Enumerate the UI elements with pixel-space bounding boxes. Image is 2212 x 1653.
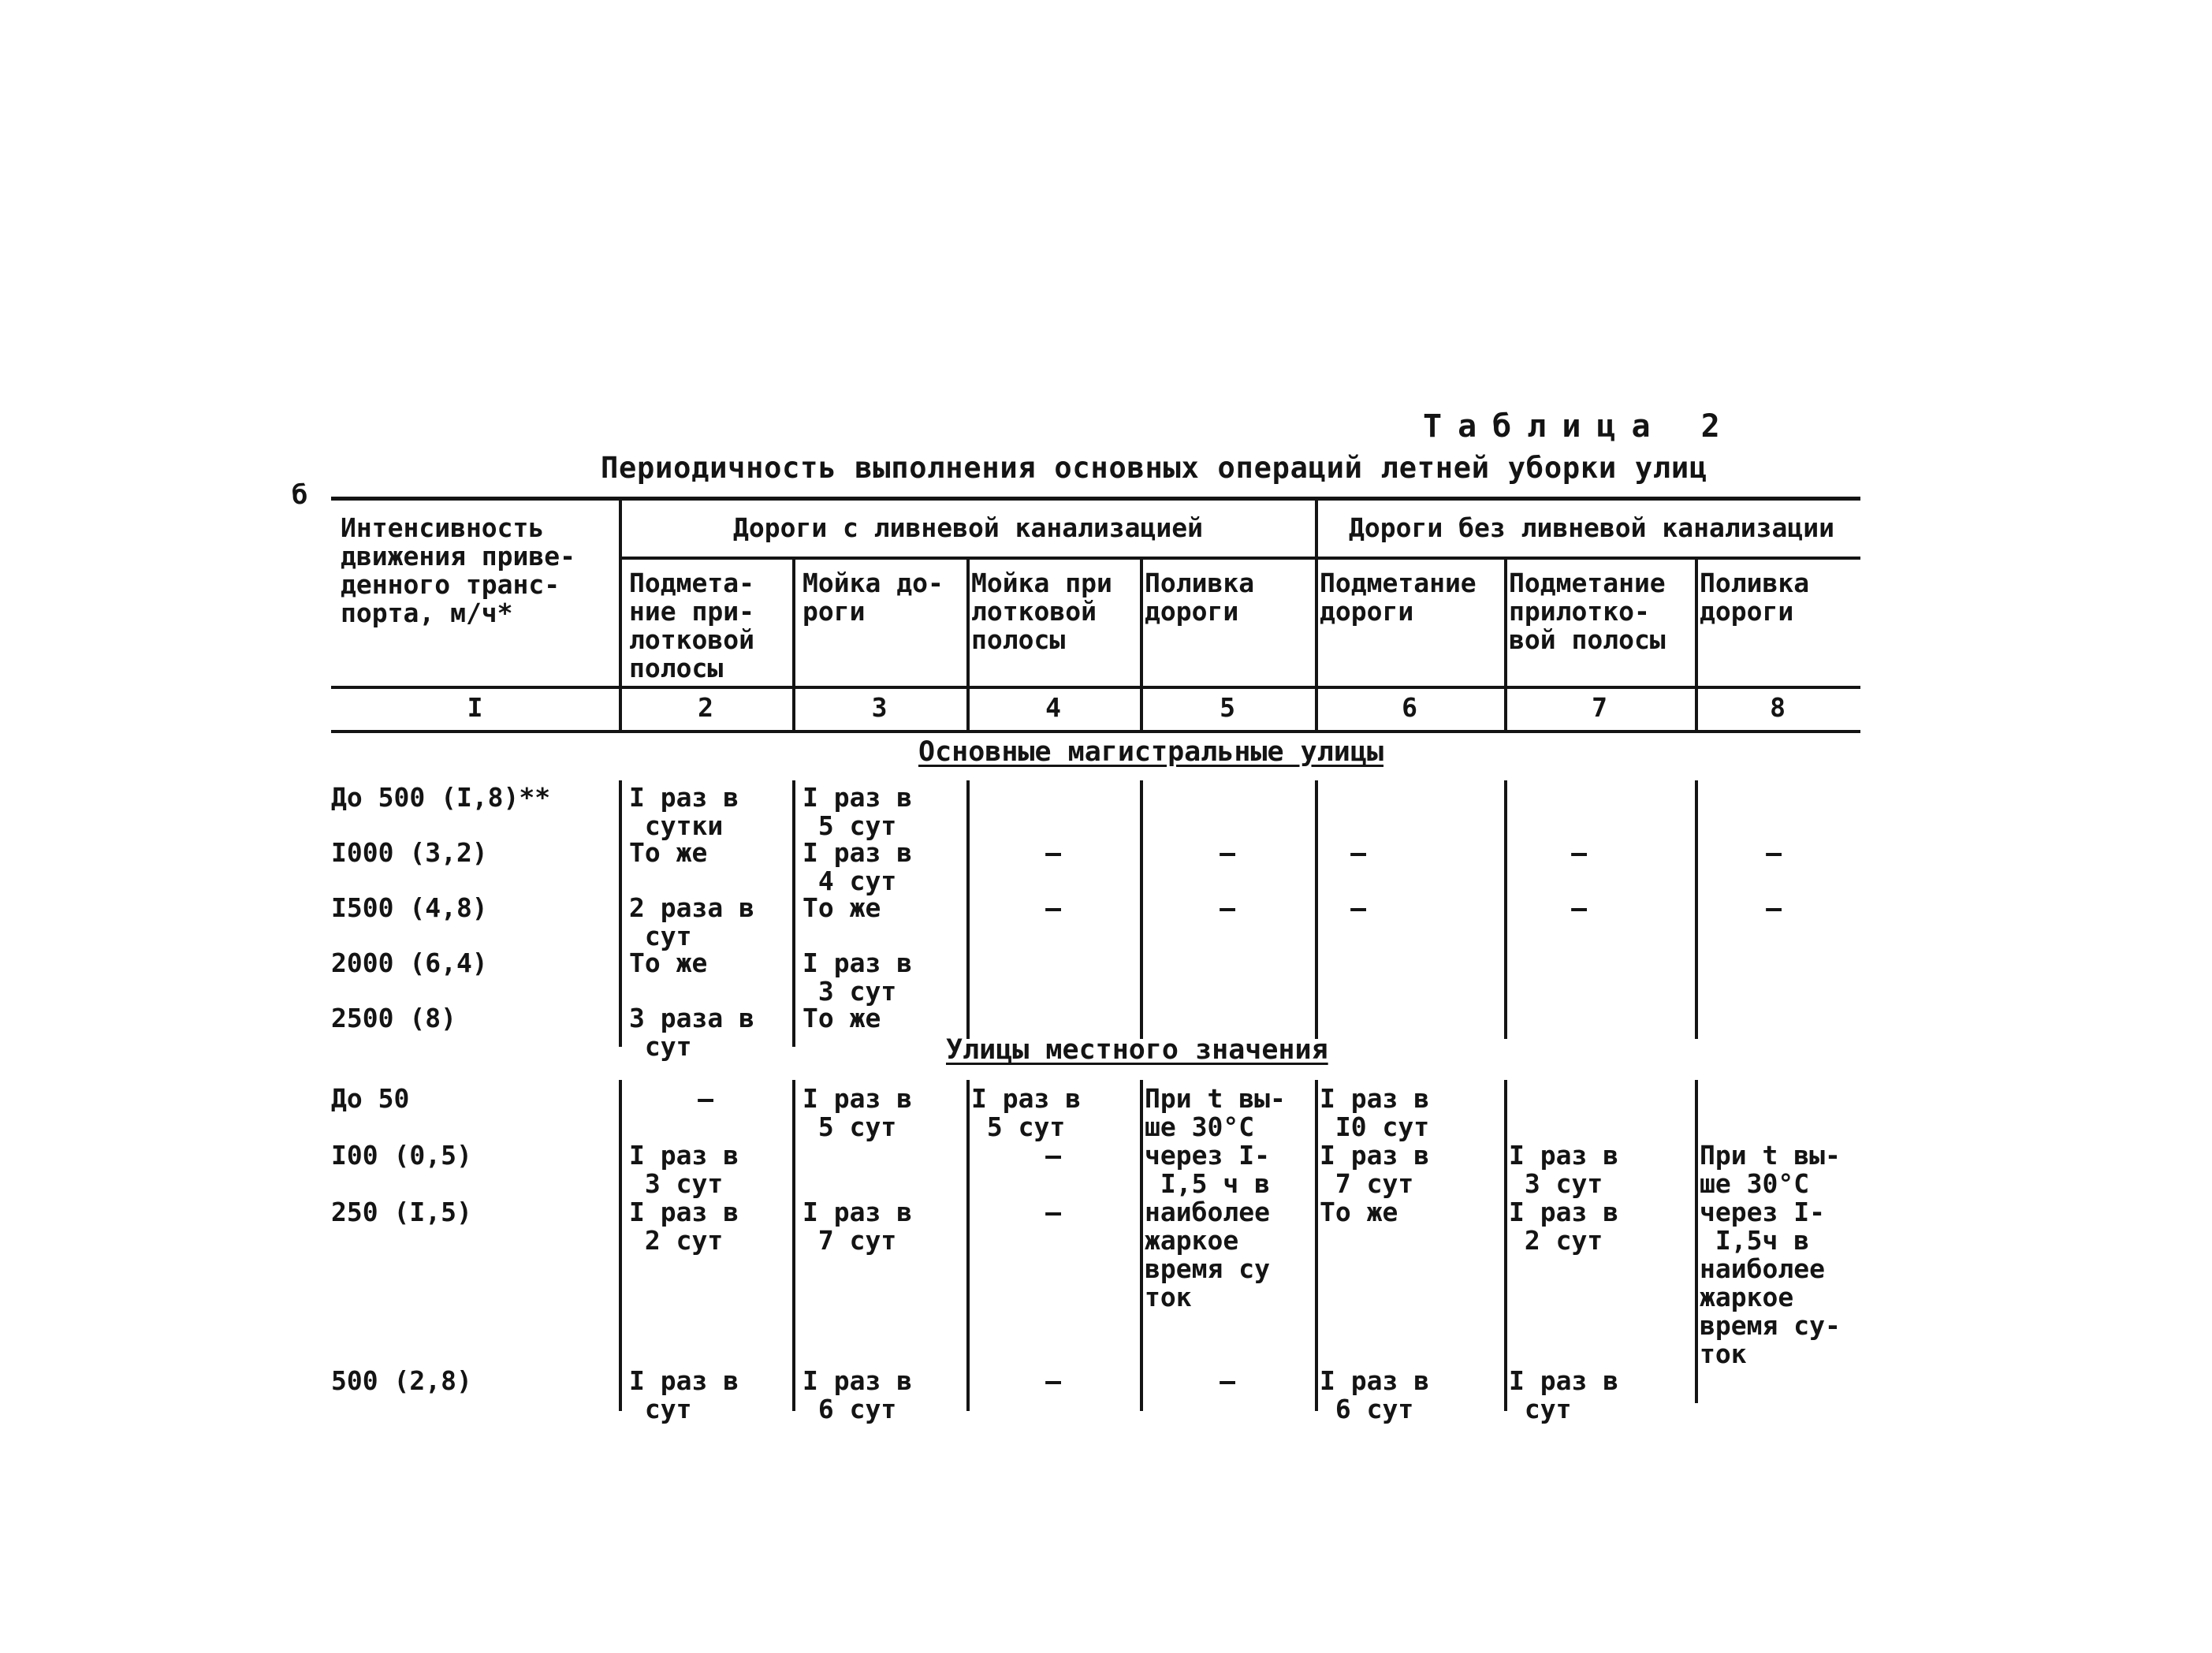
s2-vline-3 [966,1080,970,1411]
s2-vline-7 [1695,1080,1698,1403]
row-cell-col5: – [1220,837,1235,868]
row-cell-col5: – [1220,1365,1235,1396]
row-cell-col3: I раз в 4 сут [803,837,913,896]
col-number-7: 7 [1592,692,1607,723]
header-col-8: Поливка дороги [1700,568,1810,627]
header-col-2: Подмета- ние при- лотковой полосы [629,568,754,683]
row-cell-col6: То же [1320,1197,1398,1227]
row-cell-col7: – [1571,837,1587,868]
row-cell-col2: I раз в 3 сут [629,1140,739,1199]
header-col-7: Подметание прилотко- вой полосы [1509,568,1666,655]
row-cell-col5: наиболее жаркое время су ток [1145,1197,1270,1312]
row-cell-col7: I раз в 2 сут [1509,1197,1619,1256]
row-intensity: I00 (0,5) [331,1140,472,1171]
col-number-8: 8 [1770,692,1786,723]
row-cell-col7: I раз в сут [1509,1365,1619,1424]
row-intensity: I000 (3,2) [331,837,488,868]
row-cell-col6: – [1350,837,1366,868]
row-cell-col8: – [1766,837,1782,868]
s1-vline-2 [792,780,795,1047]
header-col-6: Подметание дороги [1320,568,1477,627]
row-cell-col6: – [1350,892,1366,923]
row-cell-col3: I раз в 5 сут [803,782,913,841]
row-intensity: I500 (4,8) [331,892,488,923]
row-cell-col5: через I- I,5 ч в [1145,1140,1270,1199]
row-cell-col2: То же [629,947,708,978]
row-cell-col4: – [1045,1365,1061,1396]
header-group-no-storm-sewer: Дороги без ливневой канализации [1349,512,1834,543]
row-cell-col6: I раз в 6 сут [1320,1365,1430,1424]
row-cell-col2: 3 раза в сут [629,1003,754,1062]
row-cell-col3: То же [803,1003,881,1033]
row-cell-col2: I раз в 2 сут [629,1197,739,1256]
section-title-local-streets: Улицы местного значения [946,1034,1328,1066]
row-cell-col5: – [1220,892,1235,923]
numbers-bottom-rule [331,730,1860,733]
row-cell-col2: I раз в сут [629,1365,739,1424]
row-cell-col4: – [1045,1197,1061,1227]
row-cell-col2: I раз в сутки [629,782,739,841]
row-intensity: 250 (I,5) [331,1197,472,1227]
table-top-rule [331,497,1860,501]
row-cell-col3: I раз в 3 сут [803,947,913,1007]
row-cell-col4: I раз в 5 сут [971,1083,1082,1142]
row-cell-col7: I раз в 3 сут [1509,1140,1619,1199]
header-col-5: Поливка дороги [1145,568,1255,627]
col-number-2: 2 [698,692,713,723]
row-cell-col2: – [698,1083,713,1114]
s1-vline-1 [619,780,622,1047]
row-intensity: До 50 [331,1083,410,1114]
s2-vline-4 [1140,1080,1143,1411]
header-intensity: Интенсивность движения приве- денного транс- порта, м/ч* [341,512,576,628]
row-cell-col2: 2 раза в сут [629,892,754,951]
table-title: Периодичность выполнения основных операций летней уборки улиц [601,451,1707,485]
page-number: б [292,479,308,511]
row-cell-col4: – [1045,837,1061,868]
section-title-main-streets: Основные магистральные улицы [918,736,1384,768]
row-cell-col7: – [1571,892,1587,923]
row-cell-col5: При t вы- ше 30°С [1145,1083,1286,1142]
header-col-4: Мойка при лотковой полосы [971,568,1112,655]
row-intensity: 2000 (6,4) [331,947,488,978]
header-col-3: Мойка до- роги [803,568,944,627]
row-cell-col6: I раз в I0 сут [1320,1083,1430,1142]
table-label: Таблица 2 [1423,408,1736,445]
row-cell-col2: То же [629,837,708,868]
row-cell-col8: При t вы- ше 30°С [1700,1140,1841,1199]
col-number-5: 5 [1220,692,1235,723]
header-group-storm-sewer: Дороги с ливневой канализацией [732,512,1204,543]
header-bottom-rule [331,686,1860,689]
col-number-6: 6 [1402,692,1417,723]
s2-vline-5 [1315,1080,1318,1411]
row-cell-col3: I раз в 5 сут [803,1083,913,1142]
row-cell-col4: – [1045,1140,1061,1171]
row-cell-col6: I раз в 7 сут [1320,1140,1430,1199]
row-cell-col4: – [1045,892,1061,923]
s2-vline-1 [619,1080,622,1411]
row-cell-col3: I раз в 7 сут [803,1197,913,1256]
s2-vline-2 [792,1080,795,1411]
row-intensity: 2500 (8) [331,1003,456,1033]
s2-vline-6 [1504,1080,1507,1411]
row-cell-col8: – [1766,892,1782,923]
row-intensity: До 500 (I,8)** [331,782,551,813]
row-cell-col8: через I- I,5ч в наиболее жаркое время су- ток [1700,1197,1841,1369]
col-number-3: 3 [871,692,888,723]
row-cell-col3: I раз в 6 сут [803,1365,913,1424]
row-intensity: 500 (2,8) [331,1365,472,1396]
row-cell-col3: То же [803,892,881,923]
col-number-1: I [467,692,483,723]
group-divider-rule [619,557,1860,560]
summer-cleaning-table [331,497,1876,1443]
col-number-4: 4 [1045,692,1061,723]
